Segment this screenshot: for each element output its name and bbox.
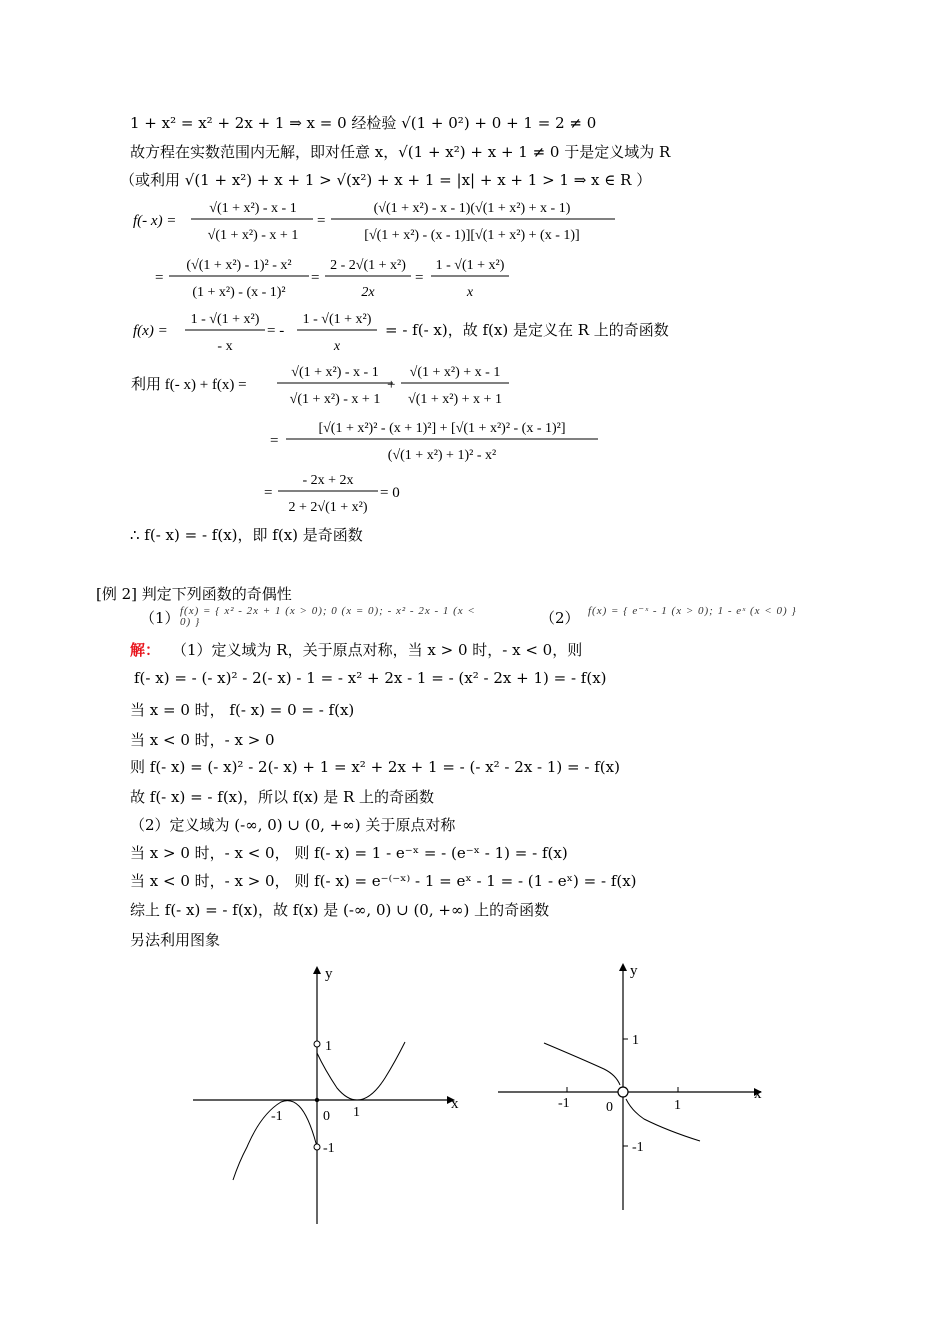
solution-line: 另法利用图象 [130, 931, 221, 949]
x-axis-label: x [754, 1086, 762, 1102]
fraction-numerator: (√(1 + x²) - x - 1)(√(1 + x²) + x - 1) [373, 201, 571, 216]
tick-label: 0 [606, 1100, 613, 1115]
fraction-denominator: (√(1 + x²) + 1)² - x² [387, 448, 497, 463]
svg-text:=: = [317, 213, 326, 229]
tick-label: -1 [271, 1109, 283, 1124]
conclusion: ∴ f(- x) = - f(x)，即 f(x) 是奇函数 [130, 526, 363, 544]
solution-line: （2）定义域为 (-∞, 0) ∪ (0, +∞) 关于原点对称 [130, 816, 456, 834]
problem-2-label: （2） [540, 609, 580, 627]
fraction-denominator: √(1 + x²) + x + 1 [408, 392, 502, 407]
solution-label: 解： [130, 641, 161, 659]
derivation-line-1: 1 + x² = x² + 2x + 1 ⇒ x = 0 经检验 √(1 + 0²) + 0 + 1 = 2 ≠ 0 [130, 114, 597, 132]
tick-label: -1 [558, 1096, 570, 1111]
y-axis-arrow [313, 966, 321, 974]
tick-label: 1 [674, 1098, 681, 1113]
fraction-denominator: √(1 + x²) - x + 1 [289, 392, 381, 407]
graph-2 [492, 955, 772, 1215]
sum-equation-1 [125, 358, 525, 412]
tick-label: 0 [323, 1109, 330, 1124]
f-pos-tail: = - f(- x)，故 f(x) 是定义在 R 上的奇函数 [385, 321, 669, 339]
fraction-denominator: x [333, 339, 341, 354]
solution-line: 当 x < 0 时，- x > 0 [130, 731, 275, 749]
sum-lhs: 利用 f(- x) + f(x) = [131, 377, 247, 393]
open-point [314, 1041, 320, 1047]
fraction-denominator: 2 + 2√(1 + x²) [288, 500, 368, 515]
derivation-line-3: （或利用 √(1 + x²) + x + 1 > √(x²) + x + 1 = |x| + x + 1 > 1 ⇒ x ∈ R ） [120, 171, 652, 189]
svg-text:=: = [264, 485, 273, 501]
f-neg-equation-1 [125, 192, 645, 248]
open-point [314, 1144, 320, 1150]
svg-text:=: = [270, 433, 279, 449]
tick-label: 1 [632, 1033, 639, 1048]
y-axis-label: y [630, 963, 638, 979]
fraction-numerator: √(1 + x²) + x - 1 [409, 365, 501, 380]
fraction-denominator: 2x [361, 285, 375, 300]
fraction-numerator: 2 - 2√(1 + x²) [330, 258, 406, 273]
fraction-numerator: [√(1 + x²)² - (x + 1)²] + [√(1 + x²)² - (x - 1)²] [318, 421, 566, 436]
f-pos-equation [125, 305, 405, 359]
f-neg-lhs: f(- x) = [133, 213, 177, 229]
fraction-numerator: 1 - √(1 + x²) [302, 312, 372, 327]
f-neg-equation-2 [125, 250, 545, 304]
open-point-origin [618, 1087, 628, 1097]
fraction-numerator: √(1 + x²) - x - 1 [291, 365, 379, 380]
fraction-numerator: 1 - √(1 + x²) [190, 312, 260, 327]
example-2-title: [例 2] 判定下列函数的奇偶性 [96, 585, 292, 603]
graph-1 [185, 962, 475, 1230]
sum-equation-3 [258, 466, 438, 520]
problem-1-definition: f(x) = { x² - 2x + 1 (x > 0); 0 (x = 0); - x² - 2x - 1 (x < 0) } [180, 605, 476, 628]
fraction-denominator: (1 + x²) - (x - 1)² [192, 285, 286, 300]
fraction-denominator: x [466, 285, 474, 300]
solution-line: f(- x) = - (- x)² - 2(- x) - 1 = - x² + 2x - 1 = - (x² - 2x + 1) = - f(x) [134, 669, 607, 687]
solution-line: 故 f(- x) = - f(x)，所以 f(x) 是 R 上的奇函数 [130, 788, 435, 806]
fraction-numerator: (√(1 + x²) - 1)² - x² [186, 258, 292, 273]
fraction-denominator: [√(1 + x²) - (x - 1)][√(1 + x²) + (x - 1)] [364, 228, 580, 243]
solution-line: 当 x < 0 时，- x > 0， 则 f(- x) = e⁻⁽⁻ˣ⁾ - 1 = eˣ - 1 = - (1 - eˣ) = - f(x) [130, 872, 637, 890]
f-pos-lhs: f(x) = [133, 323, 168, 339]
origin-point [315, 1098, 319, 1102]
fraction-numerator: 1 - √(1 + x²) [435, 258, 505, 273]
solution-line: 当 x = 0 时， f(- x) = 0 = - f(x) [130, 701, 355, 719]
x-axis-label: x [451, 1096, 459, 1112]
tick-label: 1 [353, 1105, 360, 1120]
fraction-numerator: - 2x + 2x [302, 473, 354, 488]
solution-line: 则 f(- x) = (- x)² - 2(- x) + 1 = x² + 2x + 1 = - (- x² - 2x - 1) = - f(x) [130, 758, 620, 776]
curve-left-branch [544, 1043, 620, 1085]
y-axis-label: y [325, 966, 333, 982]
sum-result: = 0 [380, 485, 400, 501]
solution-line: （1）定义域为 R，关于原点对称，当 x > 0 时，- x < 0，则 [172, 641, 583, 659]
svg-text:=: = [415, 270, 424, 286]
tick-label: 1 [325, 1039, 332, 1054]
svg-text:=: = [155, 270, 164, 286]
y-axis-arrow [619, 963, 627, 971]
f-pos-mid: = - [267, 323, 285, 339]
svg-text:+: + [387, 377, 396, 393]
curve-right-branch [626, 1099, 700, 1141]
derivation-line-2: 故方程在实数范围内无解，即对任意 x，√(1 + x²) + x + 1 ≠ 0 于是定义域为 R [130, 143, 671, 161]
tick-label: -1 [632, 1140, 644, 1155]
solution-line: 当 x > 0 时，- x < 0， 则 f(- x) = 1 - e⁻ˣ = - (e⁻ˣ - 1) = - f(x) [130, 844, 568, 862]
fraction-denominator: √(1 + x²) - x + 1 [207, 228, 299, 243]
svg-text:=: = [311, 270, 320, 286]
fraction-denominator: - x [217, 339, 233, 354]
solution-line: 综上 f(- x) = - f(x)，故 f(x) 是 (-∞, 0) ∪ (0, +∞) 上的奇函数 [130, 901, 550, 919]
fraction-numerator: √(1 + x²) - x - 1 [209, 201, 297, 216]
problem-1-label: （1） [140, 609, 180, 627]
sum-equation-2 [262, 413, 622, 467]
tick-label: -1 [323, 1141, 335, 1156]
problem-2-definition: f(x) = { e⁻ˣ - 1 (x > 0); 1 - eˣ (x < 0) } [588, 605, 797, 617]
